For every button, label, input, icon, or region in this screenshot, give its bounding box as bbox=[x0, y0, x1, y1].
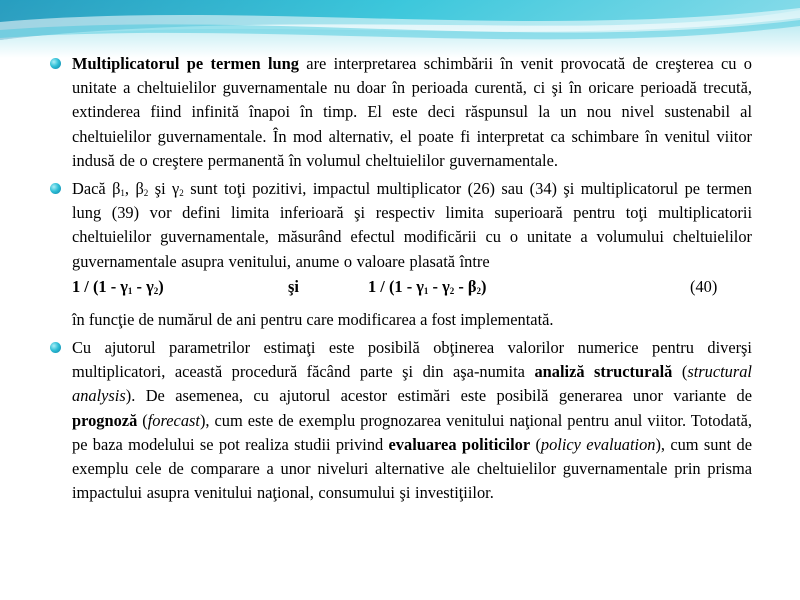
text-fragment: , β bbox=[124, 179, 144, 199]
term-forecast: prognoză bbox=[72, 410, 138, 430]
subscript: 2 bbox=[179, 188, 184, 199]
equation-40 bbox=[0, 274, 800, 304]
formula-upper-limit: $1 / (1 - \gamma_1 - \gamma_2 - \beta_2)$ bbox=[368, 276, 487, 296]
slide-content bbox=[0, 52, 800, 505]
bullet-icon bbox=[50, 58, 61, 69]
term-policy-evaluation: evaluarea politicilor bbox=[388, 434, 531, 454]
text-fragment: ), cum sunt de exemplu cele de comparare a unor niveluri alternative ale cheltuielilor guvernamentale prin prisma impactului asupra venitului naţional, consumului şi investiţiilor. bbox=[72, 434, 752, 503]
formula-lower-limit: $1 / (1 - \gamma_1 - \gamma_2)$ bbox=[72, 276, 164, 296]
bullet-icon bbox=[50, 183, 61, 194]
text-fragment: Dacă β bbox=[72, 179, 121, 199]
term-long-run-multiplier: Multiplicatorul pe termen lung bbox=[72, 54, 299, 73]
text-fragment: ( bbox=[137, 410, 148, 430]
text-fragment: ), cum este de exemplu prognozarea venitului naţional pentru anul viitor. Totodată, pe baza modelului se pot realiza studii privind bbox=[72, 410, 752, 454]
bullet-paragraph-3 bbox=[0, 336, 800, 505]
text-fragment: şi γ bbox=[148, 179, 180, 199]
english-term: forecast bbox=[147, 410, 200, 430]
header-wave-decoration bbox=[0, 0, 800, 58]
bullet-icon bbox=[50, 342, 61, 353]
english-term: policy evaluation bbox=[540, 434, 656, 454]
text-fragment: Cu ajutorul parametrilor estimaţi este posibilă obţinerea valorilor numerice pentru diverşi multiplicatori, această procedură făcând parte şi din aşa-numita bbox=[72, 338, 752, 382]
bullet-paragraph-1 bbox=[0, 52, 800, 173]
text-fragment: ( bbox=[672, 362, 688, 382]
formula-conjunction: şi bbox=[288, 276, 299, 296]
subscript: 1 bbox=[120, 188, 125, 199]
subscript: 2 bbox=[143, 188, 149, 199]
text-fragment: ). De asemenea, cu ajutorul acestor estimări este posibilă generarea unor variante de bbox=[125, 386, 752, 406]
equation-number: (40) bbox=[690, 276, 718, 296]
after-formula-text: în funcţie de numărul de ani pentru care modificarea a fost implementată. bbox=[72, 309, 554, 329]
paragraph-text: are interpretarea schimbării în venit provocată de creşterea cu o unitate a cheltuielilor guvernamentale nu doar în perioada curentă, ci şi în oricare perioadă trecută, extinderea fiind infinită înapoi în timp. El este deci răspunsul la un nou nivel sustenabil al cheltuielilor guvernamentale. În mod alternativ, el poate fi interpretat ca schimbare în venitul viitor indusă de o creştere permanentă în volumul cheltuielilor guvernamentale. bbox=[72, 54, 752, 170]
bullet-paragraph-2 bbox=[0, 177, 800, 274]
text-fragment: sunt toţi pozitivi, impactul multiplicator (26) sau (34) şi multiplicatorul pe termen lung (39) vor defini limita inferioară şi respectiv limita superioară pentru toţi multiplicatorii cheltuielilor guvernamentale, măsurând efectul modificării cu o unitate a volumului cheltuielilor guvernamentale asupra venitului, anume o valoare plasată între bbox=[72, 179, 752, 271]
term-structural-analysis: analiză structurală bbox=[534, 362, 673, 382]
text-fragment: ( bbox=[530, 434, 541, 454]
english-term: structural analysis bbox=[72, 362, 752, 406]
